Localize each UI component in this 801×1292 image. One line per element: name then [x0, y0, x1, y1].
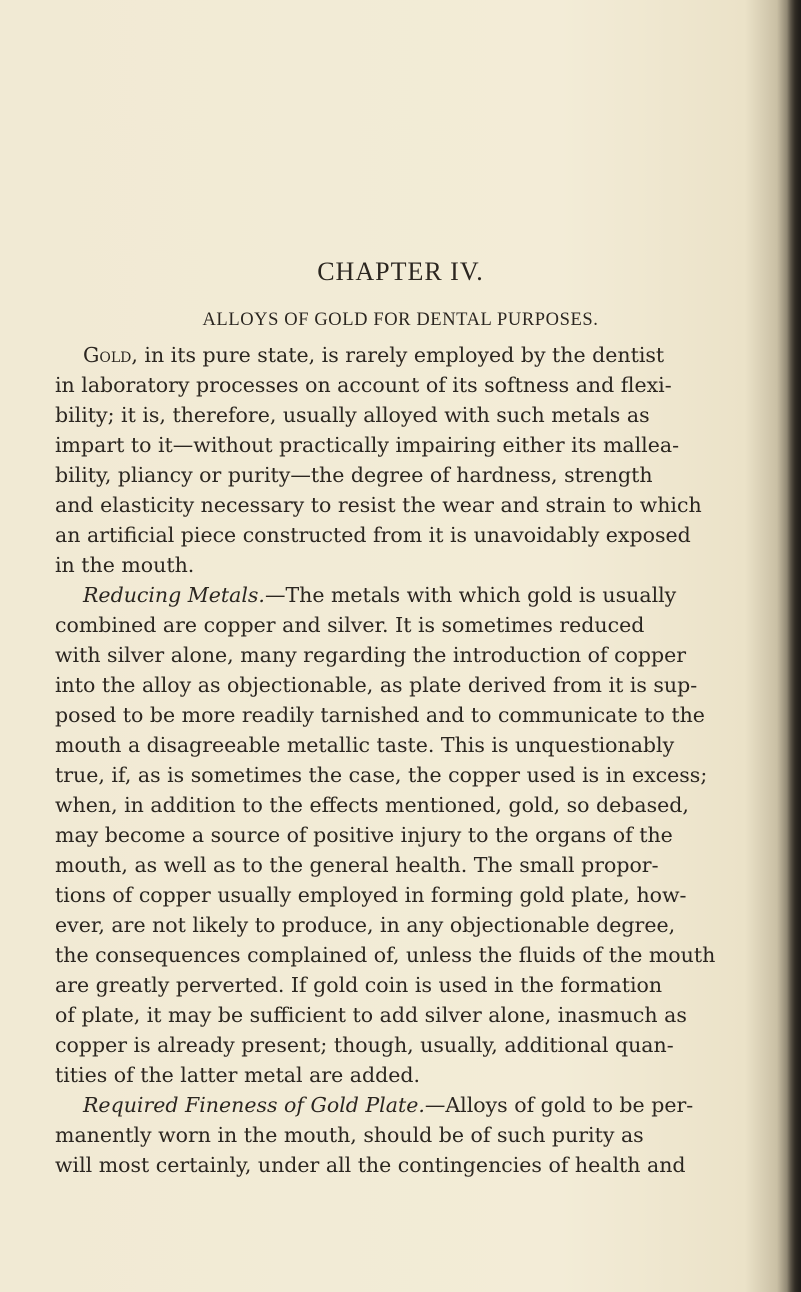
text-line: mouth a disagreeable metallic taste. This is unquestionably [55, 733, 675, 757]
text-line: mouth, as well as to the general health. The small propor- [55, 853, 659, 877]
text-line: manently worn in the mouth, should be of such purity as [55, 1123, 644, 1147]
text-line: with silver alone, many regarding the introduction of copper [55, 643, 687, 667]
text-line: an artificial piece constructed from it is unavoidably exposed [55, 523, 691, 547]
text-line: tions of copper usually employed in forming gold plate, how- [55, 883, 687, 907]
paragraph-1-lead-word: Gold [83, 343, 132, 367]
paragraph-1-first-line: Gold, in its pure state, is rarely employed by the dentist [83, 343, 665, 367]
text-line: of plate, it may be sufficient to add silver alone, inasmuch as [55, 1003, 687, 1027]
paragraph-2-first-line: Reducing Metals.—The metals with which gold is usually [83, 583, 677, 607]
body-text [55, 340, 765, 1180]
paragraph-3-first-line: Required Fineness of Gold Plate.—Alloys of gold to be per- [83, 1093, 694, 1117]
text-line: may become a source of positive injury to the organs of the [55, 823, 673, 847]
paragraph-1 [55, 340, 765, 580]
chapter-title: CHAPTER IV. [317, 257, 484, 286]
text-line: when, in addition to the effects mentioned, gold, so debased, [55, 793, 689, 817]
paragraph-2 [55, 580, 765, 1090]
text-line: combined are copper and silver. It is sometimes reduced [55, 613, 645, 637]
text-line: into the alloy as objectionable, as plate derived from it is sup- [55, 673, 698, 697]
paragraph-2-heading: Reducing Metals. [83, 583, 265, 607]
text-line: in the mouth. [55, 553, 195, 577]
text-line: true, if, as is sometimes the case, the copper used is in excess; [55, 763, 708, 787]
text-line: in laboratory processes on account of its softness and flexi- [55, 373, 672, 397]
section-title: ALLOYS OF GOLD FOR DENTAL PURPOSES. [202, 310, 599, 330]
text-line: posed to be more readily tarnished and to communicate to the [55, 703, 705, 727]
text-line: impart to it—without practically impairing either its mallea- [55, 433, 680, 457]
paragraph-3-heading: Required Fineness of Gold Plate. [83, 1093, 425, 1117]
text-line: copper is already present; though, usually, additional quan- [55, 1033, 674, 1057]
text-line: tities of the latter metal are added. [55, 1063, 421, 1087]
text-line: ever, are not likely to produce, in any objectionable degree, [55, 913, 676, 937]
text-line: and elasticity necessary to resist the wear and strain to which [55, 493, 702, 517]
text-line: are greatly perverted. If gold coin is used in the formation [55, 973, 663, 997]
text-line: the consequences complained of, unless the fluids of the mouth [55, 943, 716, 967]
page-edge-shadow [787, 0, 801, 1292]
text-line: will most certainly, under all the contingencies of health and [55, 1153, 686, 1177]
paragraph-3 [55, 1090, 765, 1180]
text-line: bility, pliancy or purity—the degree of hardness, strength [55, 463, 653, 487]
text-line: bility; it is, therefore, usually alloyed with such metals as [55, 403, 650, 427]
